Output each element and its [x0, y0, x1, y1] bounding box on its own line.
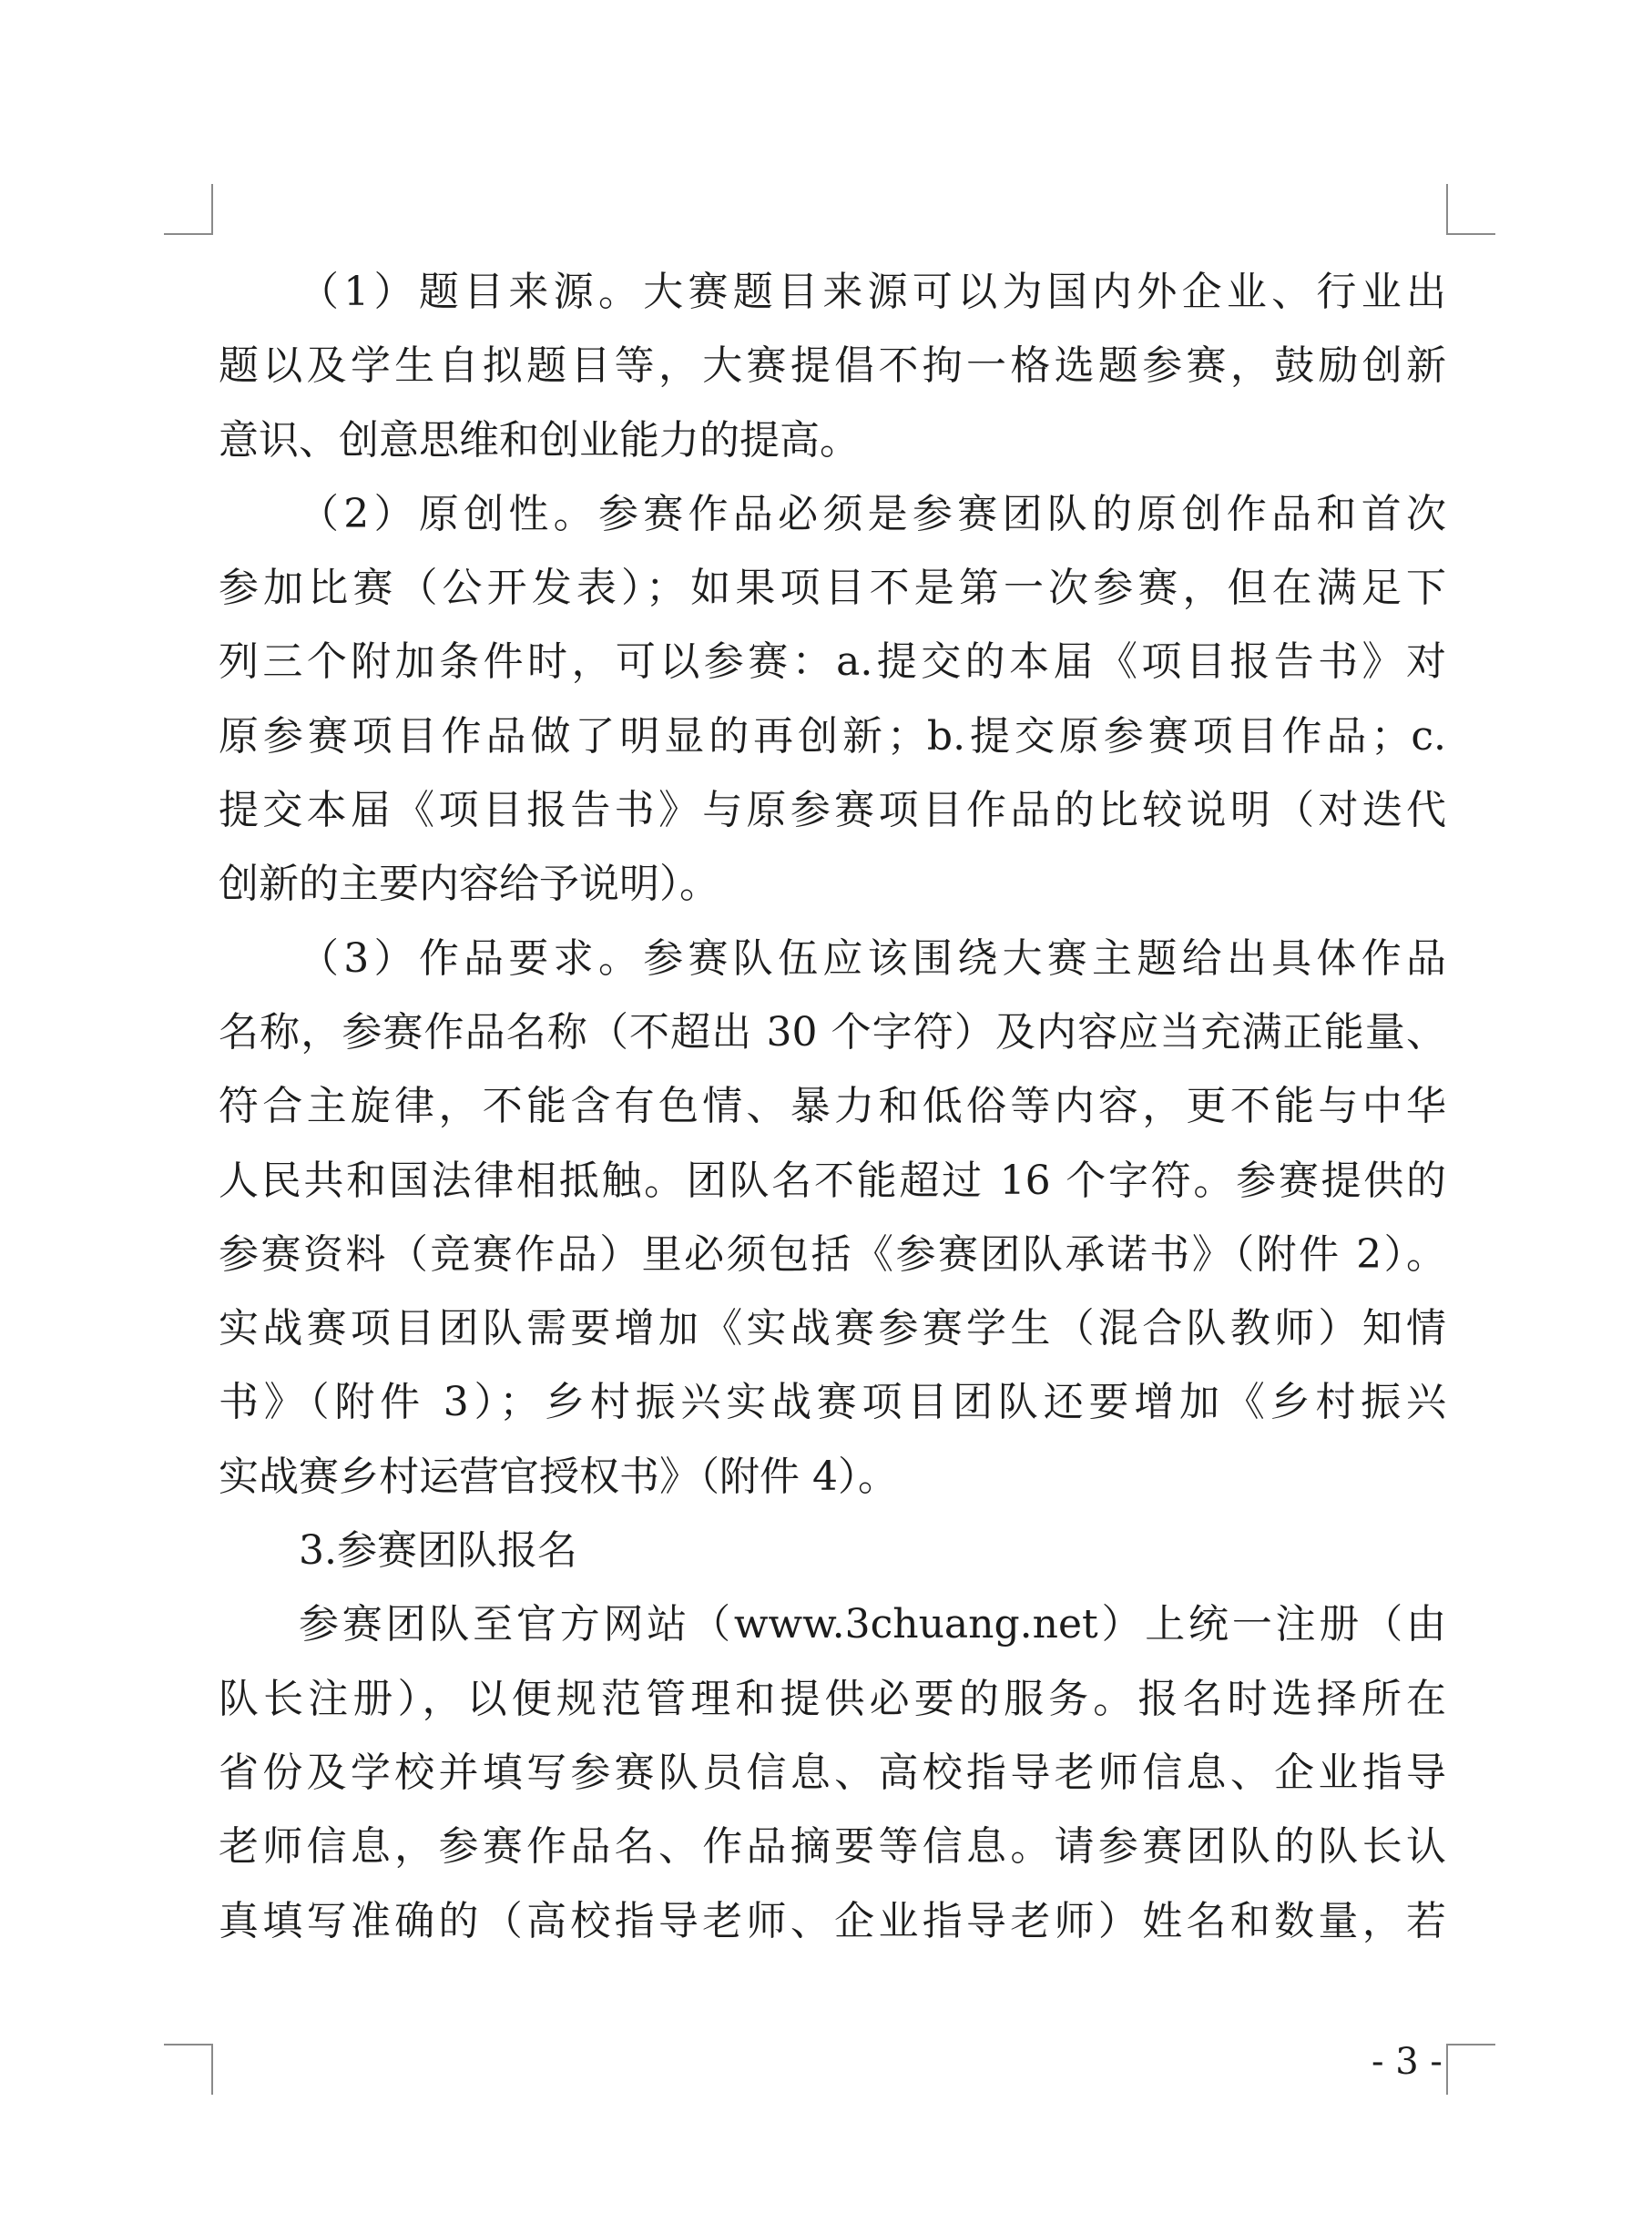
crop-mark-top-left-v	[211, 184, 213, 233]
crop-mark-top-right-h	[1446, 233, 1495, 235]
crop-mark-bottom-left-v	[211, 2045, 213, 2095]
text-line: （1）题目来源。大赛题目来源可以为国内外企业、行业出	[299, 269, 1446, 315]
text-line: （3）作品要求。参赛队伍应该围绕大赛主题给出具体作品	[299, 934, 1446, 982]
text-line: 参赛团队至官方网站（www.3chuang.net）上统一注册（由	[299, 1601, 1446, 1648]
text-line: 队长注册），以便规范管理和提供必要的服务。报名时选择所在	[219, 1675, 1446, 1722]
text-line: 真填写准确的（高校指导老师、企业指导老师）姓名和数量，若	[219, 1897, 1446, 1944]
crop-mark-top-left-h	[164, 233, 213, 235]
document-body	[219, 255, 1446, 1958]
text-line: 参赛资料（竞赛作品）里必须包括《参赛团队承诺书》（附件 2）。	[219, 1230, 1446, 1278]
crop-mark-bottom-right-v	[1446, 2045, 1448, 2095]
text-line: 省份及学校并填写参赛队员信息、高校指导老师信息、企业指导	[219, 1749, 1446, 1796]
text-line: 提交本届《项目报告书》与原参赛项目作品的比较说明（对迭代	[219, 787, 1446, 834]
text-line: 老师信息，参赛作品名、作品摘要等信息。请参赛团队的队长认	[219, 1823, 1446, 1871]
page-number: - 3 -	[1372, 2041, 1443, 2083]
text-line: 原参赛项目作品做了明显的再创新；b.提交原参赛项目作品；c.	[219, 712, 1446, 760]
text-line: 符合主旋律，不能含有色情、暴力和低俗等内容，更不能与中华	[219, 1083, 1446, 1130]
text-line: （2）原创性。参赛作品必须是参赛团队的原创作品和首次	[299, 490, 1446, 537]
text-line: 列三个附加条件时，可以参赛：a.提交的本届《项目报告书》对	[219, 638, 1446, 686]
crop-mark-top-right-v	[1446, 184, 1448, 233]
text-line: 实战赛乡村运营官授权书》（附件 4）。	[219, 1453, 898, 1500]
text-line: 参加比赛（公开发表）；如果项目不是第一次参赛，但在满足下	[219, 565, 1446, 612]
text-line: 创新的主要内容给予说明）。	[219, 861, 719, 908]
crop-mark-bottom-left-h	[164, 2044, 213, 2045]
text-line: 书》（附件 3）；乡村振兴实战赛项目团队还要增加《乡村振兴	[219, 1379, 1446, 1426]
text-line: 意识、创意思维和创业能力的提高。	[219, 416, 860, 464]
text-line: 人民共和国法律相抵触。团队名不能超过 16 个字符。参赛提供的	[219, 1157, 1446, 1204]
text-line: 3.参赛团队报名	[299, 1527, 577, 1575]
crop-mark-bottom-right-h	[1446, 2044, 1495, 2045]
text-line: 题以及学生自拟题目等，大赛提倡不拘一格选题参赛，鼓励创新	[219, 342, 1446, 390]
text-line: 名称，参赛作品名称（不超出 30 个字符）及内容应当充满正能量、	[219, 1008, 1446, 1056]
text-line: 实战赛项目团队需要增加《实战赛参赛学生（混合队教师）知情	[219, 1305, 1446, 1352]
